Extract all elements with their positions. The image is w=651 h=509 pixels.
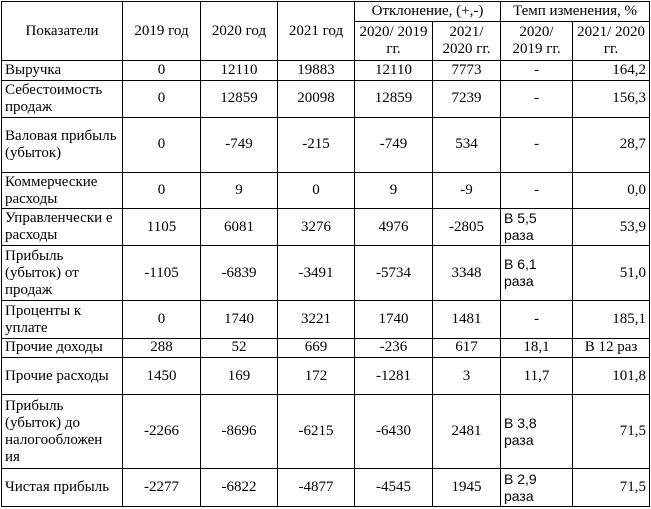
cell-deviation-2020-2019: 4976 (355, 209, 433, 246)
cell-2020: 12859 (201, 80, 278, 117)
cell-2019: 0 (123, 117, 201, 172)
header-year-2021: 2021 год (278, 2, 355, 61)
row-label: Чистая прибыль (2, 469, 123, 507)
cell-2019: -2277 (123, 469, 201, 507)
cell-deviation-2021-2020: 2481 (433, 395, 501, 469)
cell-rate-2020-2019: В 6,1 раза (501, 246, 573, 301)
row-label: Прочие расходы (2, 357, 123, 395)
cell-rate-2020-2019: - (501, 80, 573, 117)
header-indicators: Показатели (2, 2, 123, 61)
table-row (2, 301, 650, 339)
row-label: Выручка (2, 61, 123, 80)
row-label: Управленчески е расходы (2, 209, 123, 246)
cell-rate-2020-2019: - (501, 301, 573, 339)
header-deviation: Отклонение, (+,-) (355, 2, 501, 22)
cell-deviation-2021-2020: 534 (433, 117, 501, 172)
table-row (2, 469, 650, 507)
row-label: Прочие доходы (2, 339, 123, 357)
cell-rate-2020-2019: В 2,9 раза (501, 469, 573, 507)
cell-2020: 12110 (201, 61, 278, 80)
row-label: Себестоимость продаж (2, 80, 123, 117)
cell-2021: 3276 (278, 209, 355, 246)
cell-2019: -1105 (123, 246, 201, 301)
cell-2019: 0 (123, 80, 201, 117)
cell-deviation-2020-2019: -6430 (355, 395, 433, 469)
cell-2020: 169 (201, 357, 278, 395)
cell-2019: 0 (123, 61, 201, 80)
cell-2021: -6215 (278, 395, 355, 469)
cell-deviation-2020-2019: 9 (355, 172, 433, 209)
cell-rate-2021-2020: 51,0 (573, 246, 650, 301)
header-rate: Темп изменения, % (501, 2, 650, 22)
header-row-1 (2, 2, 650, 22)
cell-deviation-2021-2020: -2805 (433, 209, 501, 246)
cell-deviation-2021-2020: 617 (433, 339, 501, 357)
cell-rate-2021-2020: 0,0 (573, 172, 650, 209)
cell-rate-2021-2020: В 12 раз (573, 339, 650, 357)
cell-deviation-2021-2020: 3348 (433, 246, 501, 301)
cell-2020: 1740 (201, 301, 278, 339)
cell-rate-2021-2020: 71,5 (573, 395, 650, 469)
cell-2020: 52 (201, 339, 278, 357)
cell-deviation-2021-2020: 7239 (433, 80, 501, 117)
table-row (2, 61, 650, 80)
cell-deviation-2020-2019: -1281 (355, 357, 433, 395)
cell-2021: 172 (278, 357, 355, 395)
table-row (2, 246, 650, 301)
cell-2021: 3221 (278, 301, 355, 339)
cell-rate-2020-2019: - (501, 61, 573, 80)
cell-rate-2021-2020: 185,1 (573, 301, 650, 339)
cell-rate-2020-2019: - (501, 172, 573, 209)
table-row (2, 80, 650, 117)
cell-deviation-2021-2020: 1945 (433, 469, 501, 507)
cell-deviation-2020-2019: -236 (355, 339, 433, 357)
header-dev-2020-2019: 2020/ 2019 гг. (355, 22, 433, 61)
row-label: Проценты к уплате (2, 301, 123, 339)
cell-2021: 19883 (278, 61, 355, 80)
cell-rate-2021-2020: 101,8 (573, 357, 650, 395)
cell-rate-2020-2019: В 5,5 раза (501, 209, 573, 246)
cell-rate-2020-2019: 11,7 (501, 357, 573, 395)
cell-2019: 0 (123, 172, 201, 209)
cell-rate-2021-2020: 28,7 (573, 117, 650, 172)
cell-2019: 1450 (123, 357, 201, 395)
row-label: Прибыль (убыток) до налогообложен ия (2, 395, 123, 469)
cell-rate-2020-2019: - (501, 117, 573, 172)
financial-results-table (1, 1, 650, 507)
cell-rate-2021-2020: 164,2 (573, 61, 650, 80)
cell-deviation-2020-2019: 1740 (355, 301, 433, 339)
cell-2020: -749 (201, 117, 278, 172)
cell-2021: -3491 (278, 246, 355, 301)
header-rate-2021-2020: 2021/ 2020 гг. (573, 22, 650, 61)
cell-rate-2021-2020: 156,3 (573, 80, 650, 117)
cell-deviation-2021-2020: 7773 (433, 61, 501, 80)
cell-2020: -8696 (201, 395, 278, 469)
table-row (2, 209, 650, 246)
cell-2021: 669 (278, 339, 355, 357)
cell-2021: -4877 (278, 469, 355, 507)
cell-2019: 0 (123, 301, 201, 339)
cell-deviation-2020-2019: -5734 (355, 246, 433, 301)
header-year-2019: 2019 год (123, 2, 201, 61)
header-dev-2021-2020: 2021/ 2020 гг. (433, 22, 501, 61)
cell-rate-2021-2020: 53,9 (573, 209, 650, 246)
cell-2020: 6081 (201, 209, 278, 246)
row-label: Коммерческие расходы (2, 172, 123, 209)
header-rate-2020-2019: 2020/ 2019 гг. (501, 22, 573, 61)
table-row (2, 339, 650, 357)
table-row (2, 172, 650, 209)
table-row (2, 357, 650, 395)
cell-2020: 9 (201, 172, 278, 209)
cell-deviation-2021-2020: 1481 (433, 301, 501, 339)
cell-deviation-2020-2019: 12859 (355, 80, 433, 117)
row-label: Валовая прибыль (убыток) (2, 117, 123, 172)
cell-rate-2021-2020: 71,5 (573, 469, 650, 507)
cell-2020: -6839 (201, 246, 278, 301)
cell-2021: -215 (278, 117, 355, 172)
cell-deviation-2020-2019: -749 (355, 117, 433, 172)
table-row (2, 117, 650, 172)
cell-2019: 288 (123, 339, 201, 357)
cell-deviation-2021-2020: -9 (433, 172, 501, 209)
cell-2019: -2266 (123, 395, 201, 469)
cell-2019: 1105 (123, 209, 201, 246)
cell-rate-2020-2019: В 3,8 раза (501, 395, 573, 469)
cell-2021: 0 (278, 172, 355, 209)
header-year-2020: 2020 год (201, 2, 278, 61)
cell-deviation-2020-2019: -4545 (355, 469, 433, 507)
cell-deviation-2021-2020: 3 (433, 357, 501, 395)
cell-rate-2020-2019: 18,1 (501, 339, 573, 357)
cell-2021: 20098 (278, 80, 355, 117)
cell-2020: -6822 (201, 469, 278, 507)
table-row (2, 395, 650, 469)
cell-deviation-2020-2019: 12110 (355, 61, 433, 80)
row-label: Прибыль (убыток) от продаж (2, 246, 123, 301)
